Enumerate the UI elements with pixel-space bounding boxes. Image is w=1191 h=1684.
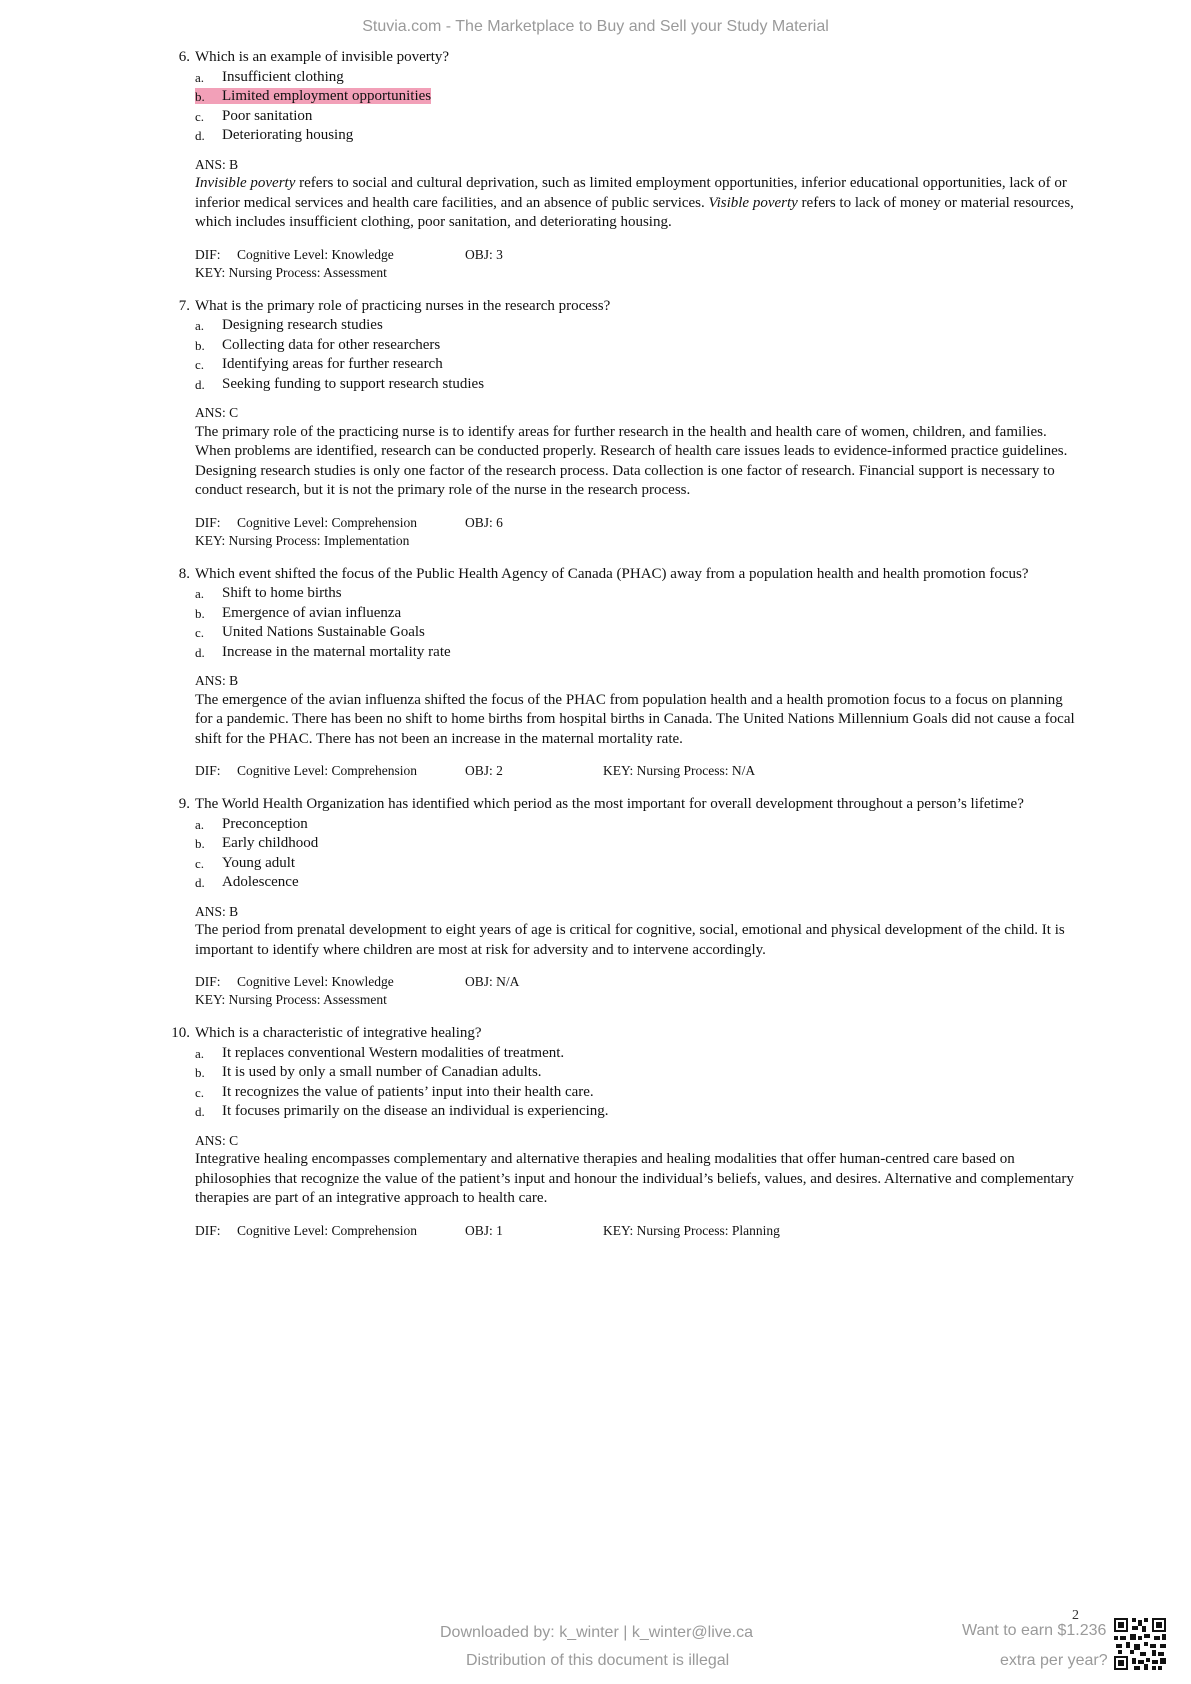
rationale [195, 174, 1075, 233]
question-text: The World Health Organization has identified which period as the most important for overall development throughout a person’s lifetime? [195, 796, 1024, 812]
objective: OBJ: 6 [465, 514, 503, 530]
option-letter: a. [195, 318, 205, 333]
nursing-process-key: KEY: Nursing Process: Planning [603, 1222, 780, 1238]
question-metadata [195, 762, 1075, 780]
option-letter: c. [195, 357, 205, 372]
question-metadata [195, 1222, 1075, 1240]
answer-options [195, 1044, 1075, 1122]
option-text: Limited employment opportunities [222, 88, 432, 104]
nursing-process-key: KEY: Nursing Process: N/A [603, 763, 756, 778]
highlight-mark [195, 88, 431, 104]
objective: OBJ: N/A [465, 974, 520, 989]
option-text: It focuses primarily on the disease an individual is experiencing. [222, 1103, 609, 1119]
earn-promo-line2[interactable]: extra per year? [1000, 1652, 1108, 1669]
distribution-notice: Distribution of this document is illegal [466, 1652, 730, 1669]
cognitive-level: Cognitive Level: Comprehension [237, 514, 417, 530]
option-letter: d. [195, 128, 205, 143]
option-text: Emergence of avian influenza [222, 604, 402, 621]
option-c [195, 623, 1075, 643]
document-body [0, 48, 1191, 1240]
option-text: Designing research studies [222, 317, 383, 333]
option-text: Increase in the maternal mortality rate [222, 643, 451, 660]
option-a [195, 1044, 1075, 1064]
option-text: Preconception [222, 815, 308, 832]
option-text: Shift to home births [222, 585, 342, 601]
rationale: The emergence of the avian influenza shifted the focus of the PHAC from population health and a health promotion focus to a focus on planning for a pandemic. There has been no shift to home births from hospital births in Canada. The United Nations Millennium Goals did not cause a focal shift for the PHAC. There has not been an increase in the maternal mortality rate. [195, 691, 1075, 747]
option-text: United Nations Sustainable Goals [222, 624, 425, 640]
option-text: Collecting data for other researchers [222, 336, 441, 353]
option-letter: c. [195, 855, 205, 871]
option-letter: a. [195, 586, 205, 601]
option-b [195, 834, 1075, 854]
option-d [195, 643, 1075, 663]
option-letter: d. [195, 644, 205, 660]
option-d [195, 375, 1075, 395]
option-text: It replaces conventional Western modalities of treatment. [222, 1044, 565, 1061]
option-letter: b. [195, 1065, 205, 1080]
option-b [195, 604, 1075, 624]
answer-options [195, 68, 1075, 146]
cognitive-level: Cognitive Level: Comprehension [237, 763, 417, 778]
option-d [195, 1102, 1075, 1122]
option-c [195, 1083, 1075, 1103]
answer-key: ANS: C [195, 405, 239, 420]
option-a [195, 584, 1075, 604]
option-text: Insufficient clothing [222, 68, 344, 85]
option-a [195, 316, 1075, 336]
option-letter: a. [195, 1045, 205, 1061]
question-6 [178, 48, 1075, 282]
option-letter: d. [195, 875, 205, 890]
option-letter: a. [195, 816, 205, 832]
qr-code-icon[interactable] [1114, 1618, 1166, 1670]
question-number: 6. [178, 49, 190, 65]
answer-key: ANS: B [195, 156, 239, 172]
option-text: Young adult [222, 854, 296, 871]
rationale-term: Invisible poverty [195, 175, 296, 191]
answer-key: ANS: C [195, 1132, 239, 1148]
option-a [195, 815, 1075, 835]
cognitive-level: Cognitive Level: Knowledge [237, 974, 394, 989]
option-text: Poor sanitation [222, 107, 313, 124]
option-letter: b. [195, 605, 205, 621]
question-number: 7. [178, 297, 190, 314]
answer-options [195, 584, 1075, 662]
option-letter: c. [195, 1084, 205, 1100]
option-text: Seeking funding to support research studies [222, 375, 485, 392]
question-9 [178, 795, 1075, 1009]
objective: OBJ: 1 [465, 1222, 503, 1238]
earn-promo-line1[interactable]: Want to earn $1.236 [962, 1622, 1107, 1639]
question-metadata [195, 973, 1075, 1009]
question-text: Which event shifted the focus of the Public Health Agency of Canada (PHAC) away from a population health and health promotion focus? [195, 565, 1029, 582]
stuvia-header: Stuvia.com - The Marketplace to Buy and Sell your Study Material [362, 18, 829, 35]
option-letter: c. [195, 625, 205, 640]
objective: OBJ: 2 [465, 763, 503, 778]
nursing-process-key: KEY: Nursing Process: Assessment [195, 992, 387, 1007]
answer-options [195, 316, 1075, 394]
option-letter: b. [195, 836, 205, 851]
question-number: 10. [171, 1025, 190, 1041]
question-metadata [195, 246, 1075, 282]
dif-label: DIF: [195, 1222, 221, 1238]
option-text: Adolescence [222, 874, 299, 890]
downloaded-by-text: Downloaded by: k_winter | k_winter@live.ca [440, 1624, 753, 1641]
option-letter: b. [195, 89, 205, 104]
question-8 [178, 565, 1075, 781]
option-letter: c. [195, 108, 205, 124]
option-text: It recognizes the value of patients’ input into their health care. [222, 1083, 594, 1100]
nursing-process-key: KEY: Nursing Process: Assessment [195, 264, 387, 280]
option-a [195, 68, 1075, 88]
dif-label: DIF: [195, 974, 221, 989]
option-letter: d. [195, 1104, 205, 1119]
rationale: The primary role of the practicing nurse is to identify areas for further research in the health and health care of women, children, and families. When problems are identified, research can be conducted properly. Research of health care issues leads to evidence-informed practice guidelines. Designing research studies is only one factor of the research process. Data collection is one factor of research. Financial support is necessary to conduct research, but it is not the primary role of the nurse in the research process. [195, 423, 1068, 498]
rationale: Integrative healing encompasses complementary and alternative therapies and healing modalities that offer human-centred care based on philosophies that recognize the value of the patient’s input and honour the individual’s beliefs, values, and desires. Alternative and complementary therapies are part of an integrative approach to health care. [195, 1151, 1074, 1206]
option-d [195, 126, 1075, 146]
answer-options [195, 815, 1075, 893]
option-letter: d. [195, 376, 205, 392]
option-c [195, 854, 1075, 874]
objective: OBJ: 3 [465, 246, 503, 262]
rationale: The period from prenatal development to eight years of age is critical for cognitive, social, emotional and physical development of the child. It is important to identify where children are most at risk for adversity and to intervene accordingly. [195, 922, 1065, 958]
dif-label: DIF: [195, 514, 221, 530]
option-text: Early childhood [222, 835, 319, 851]
option-letter: a. [195, 69, 205, 85]
rationale-text: refers to lack of money or material resources, which includes insufficient clothing, poor sanitation, and deteriorating housing. [195, 194, 1074, 230]
question-7 [178, 297, 1075, 550]
question-metadata [195, 514, 1075, 550]
option-b [195, 336, 1075, 356]
answer-key: ANS: B [195, 903, 239, 919]
dif-label: DIF: [195, 246, 221, 262]
option-b-highlighted [195, 87, 1075, 107]
option-text: Deteriorating housing [222, 127, 354, 143]
question-number: 8. [178, 565, 190, 582]
option-text: It is used by only a small number of Canadian adults. [222, 1064, 542, 1080]
dif-label: DIF: [195, 763, 221, 778]
question-10 [171, 1024, 1075, 1240]
option-d [195, 873, 1075, 893]
option-c [195, 107, 1075, 127]
option-c [195, 355, 1075, 375]
option-text: Identifying areas for further research [222, 356, 443, 372]
cognitive-level: Cognitive Level: Knowledge [237, 246, 394, 262]
question-number: 9. [178, 796, 190, 812]
page-number: 2 [1072, 1608, 1079, 1623]
option-letter: b. [195, 337, 205, 353]
option-b [195, 1063, 1075, 1083]
rationale-term: Visible poverty [708, 194, 798, 211]
question-text: Which is a characteristic of integrative healing? [195, 1025, 482, 1041]
cognitive-level: Cognitive Level: Comprehension [237, 1222, 417, 1238]
answer-key: ANS: B [195, 673, 239, 688]
rationale-text: refers to social and cultural deprivation, such as limited employment opportunities, inferior educational opportunities, lack of or inferior medical services and health care facilities, and an absence of public services. [195, 175, 1067, 211]
question-text: What is the primary role of practicing nurses in the research process? [195, 297, 611, 314]
nursing-process-key: KEY: Nursing Process: Implementation [195, 532, 410, 548]
question-text: Which is an example of invisible poverty? [195, 49, 450, 65]
